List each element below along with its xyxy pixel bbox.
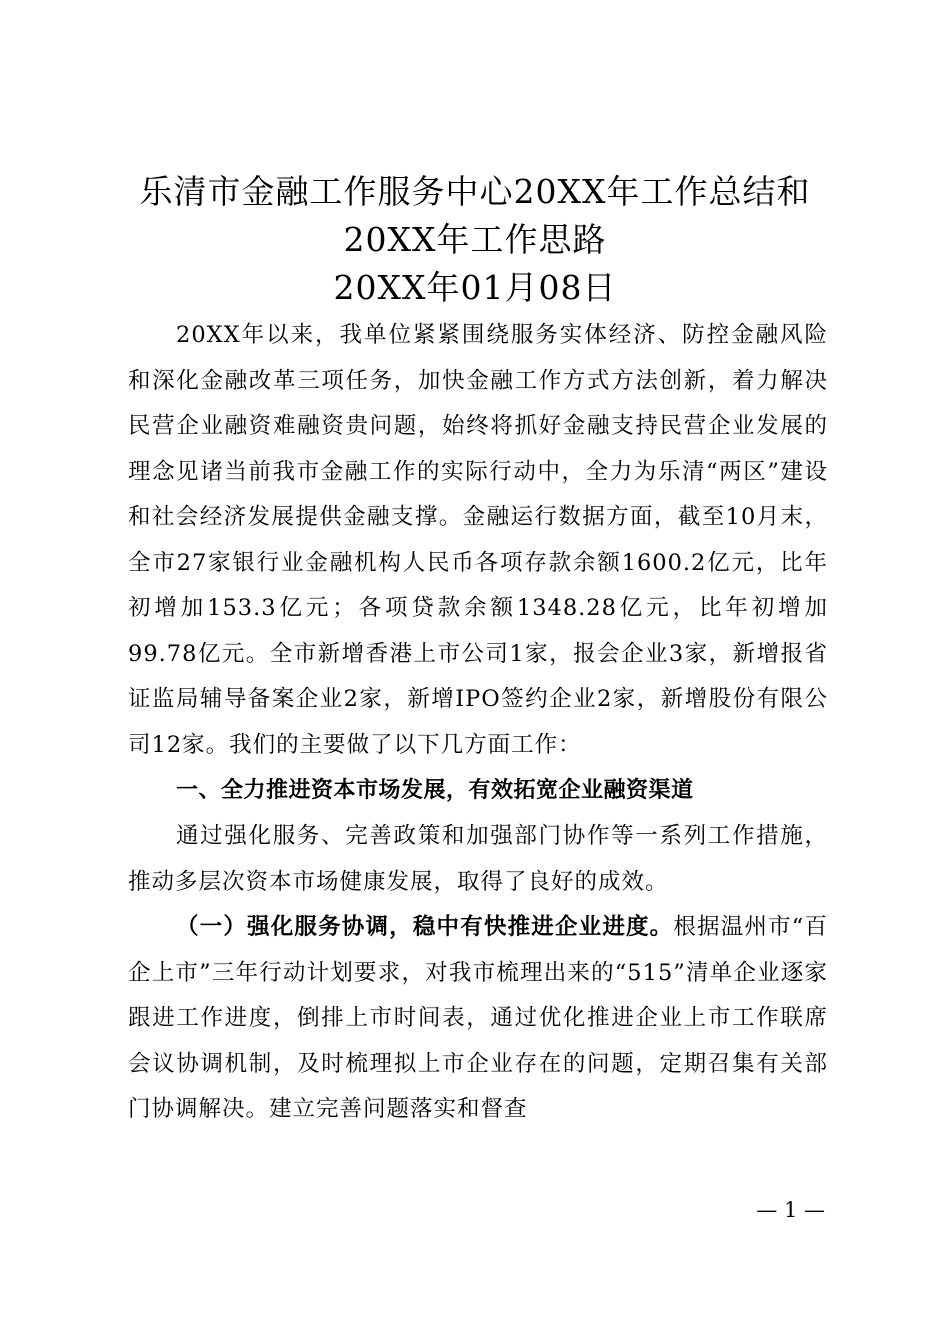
document-body — [128, 313, 828, 1133]
subsection-1-text: 根据温州市“百企上市”三年行动计划要求，对我市梳理出来的“515”清单企业逐家跟进工作进度，倒排上市时间表，通过优化推进企业上市工作联席会议协调机制，及时梳理拟上市企业存在的问题，定期召集有关部门协调解决。建立完善问题落实和督查 — [128, 914, 828, 1122]
title-line-1: 乐清市金融工作服务中心20XX年工作总结和 — [139, 172, 811, 211]
title-line-2: 20XX年工作思路 — [343, 220, 607, 259]
title-date: 20XX年01月08日 — [333, 268, 617, 307]
page-number: — 1 — — [756, 1198, 825, 1222]
subsection-1-paragraph — [128, 905, 828, 1133]
document-title — [110, 168, 840, 312]
section-1-paragraph: 通过强化服务、完善政策和加强部门协作等一系列工作措施，推动多层次资本市场健康发展，取得了良好的成效。 — [128, 823, 828, 895]
section-heading-1: 一、全力推进资本市场发展，有效拓宽企业融资渠道 — [176, 778, 694, 803]
subsection-1-lead: （一）强化服务协调，稳中有快推进企业进度。 — [176, 914, 674, 940]
intro-paragraph: 20XX年以来，我单位紧紧围绕服务实体经济、防控金融风险和深化金融改革三项任务，加快金融工作方式方法创新，着力解决民营企业融资难融资贵问题，始终将抓好金融支持民营企业发展的理念见诸当前我市金融工作的实际行动中，全力为乐清“两区”建设和社会经济发展提供金融支撑。金融运行数据方面，截至10月末，全市27家银行业金融机构人民币各项存款余额1600.2亿元，比年初增加153.3亿元；各项贷款余额1348.28亿元，比年初增加99.78亿元。全市新增香港上市公司1家，报会企业3家，新增报省证监局辅导备案企业2家，新增IPO签约企业2家，新增股份有限公司12家。我们的主要做了以下几方面工作： — [128, 322, 828, 758]
